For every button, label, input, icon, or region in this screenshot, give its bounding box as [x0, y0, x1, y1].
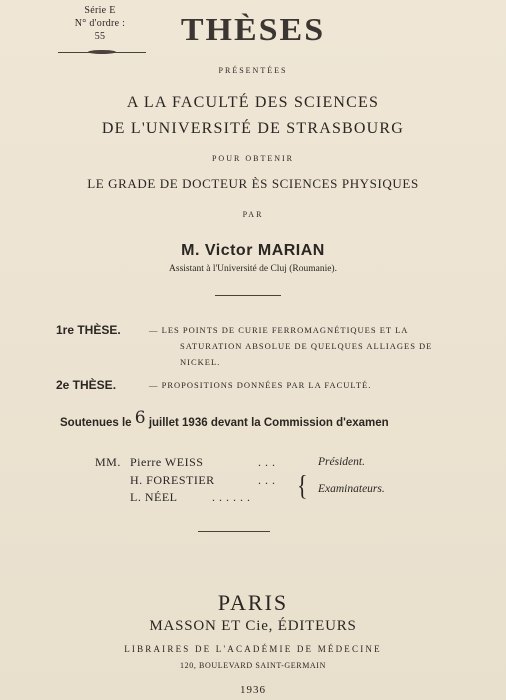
publication-year: 1936: [240, 684, 266, 696]
jury-mm: MM.: [95, 455, 121, 469]
divider-rule: [215, 295, 281, 296]
jury-dots-2: . . .: [258, 473, 276, 487]
first-thesis-title-line-2: SATURATION ABSOLUE DE QUELQUES ALLIAGES DE: [180, 341, 433, 351]
document-title: THÈSES: [180, 13, 326, 48]
series-ornament-rule: [58, 52, 146, 53]
jury-dots-3: . . . . . .: [212, 490, 251, 504]
second-thesis-label: 2e THÈSE.: [56, 378, 117, 392]
order-label: N° d'ordre :: [74, 18, 126, 29]
first-thesis-label: 1re THÈSE.: [56, 323, 121, 337]
series-label: Série E: [84, 5, 116, 16]
publisher-address: 120, BOULEVARD SAINT-GERMAIN: [180, 661, 326, 670]
defense-line: [60, 408, 389, 431]
jury-dots-1: . . .: [258, 455, 276, 469]
jury-member-3: L. NÉEL: [130, 490, 178, 504]
defense-text-after: juillet 1936 devant la Commission d'examen: [148, 417, 389, 429]
faculty-line-2: DE L'UNIVERSITÉ DE STRASBOURG: [101, 120, 405, 137]
faculty-line-1: A LA FACULTÉ DES SCIENCES: [126, 94, 380, 111]
jury-member-2: H. FORESTIER: [130, 473, 215, 487]
publisher-city: PARIS: [217, 590, 289, 615]
par-label: PAR: [242, 210, 264, 219]
order-number: 55: [94, 31, 106, 42]
author-name: M. Victor MARIAN: [181, 242, 325, 259]
role-president: Président.: [318, 456, 365, 468]
defense-day-handwritten: 6: [134, 408, 146, 428]
pour-obtenir-label: POUR OBTENIR: [211, 154, 294, 163]
first-thesis-title-line-3: NICKEL.: [180, 357, 221, 367]
first-thesis-title-line-1: — LES POINTS DE CURIE FERROMAGNÉTIQUES ET LA: [149, 325, 409, 335]
jury-member-1: Pierre WEISS: [130, 455, 204, 469]
role-examinateurs: Examinateurs.: [318, 483, 385, 495]
presentees-label: PRÉSENTÉES: [218, 66, 288, 75]
defense-text-before: Soutenues le: [60, 417, 132, 429]
degree-line: LE GRADE DE DOCTEUR ÈS SCIENCES PHYSIQUES: [87, 176, 419, 191]
divider-rule-2: [198, 531, 270, 532]
publisher-libraires: LIBRAIRES DE L'ACADÉMIE DE MÉDECINE: [124, 644, 382, 654]
second-thesis-title: — PROPOSITIONS DONNÉES PAR LA FACULTÉ.: [149, 380, 372, 390]
jury-brace: {: [297, 469, 308, 502]
author-position: Assistant à l'Université de Cluj (Roumanie).: [169, 264, 337, 274]
publisher-name: MASSON ET Cie, ÉDITEURS: [149, 618, 357, 634]
